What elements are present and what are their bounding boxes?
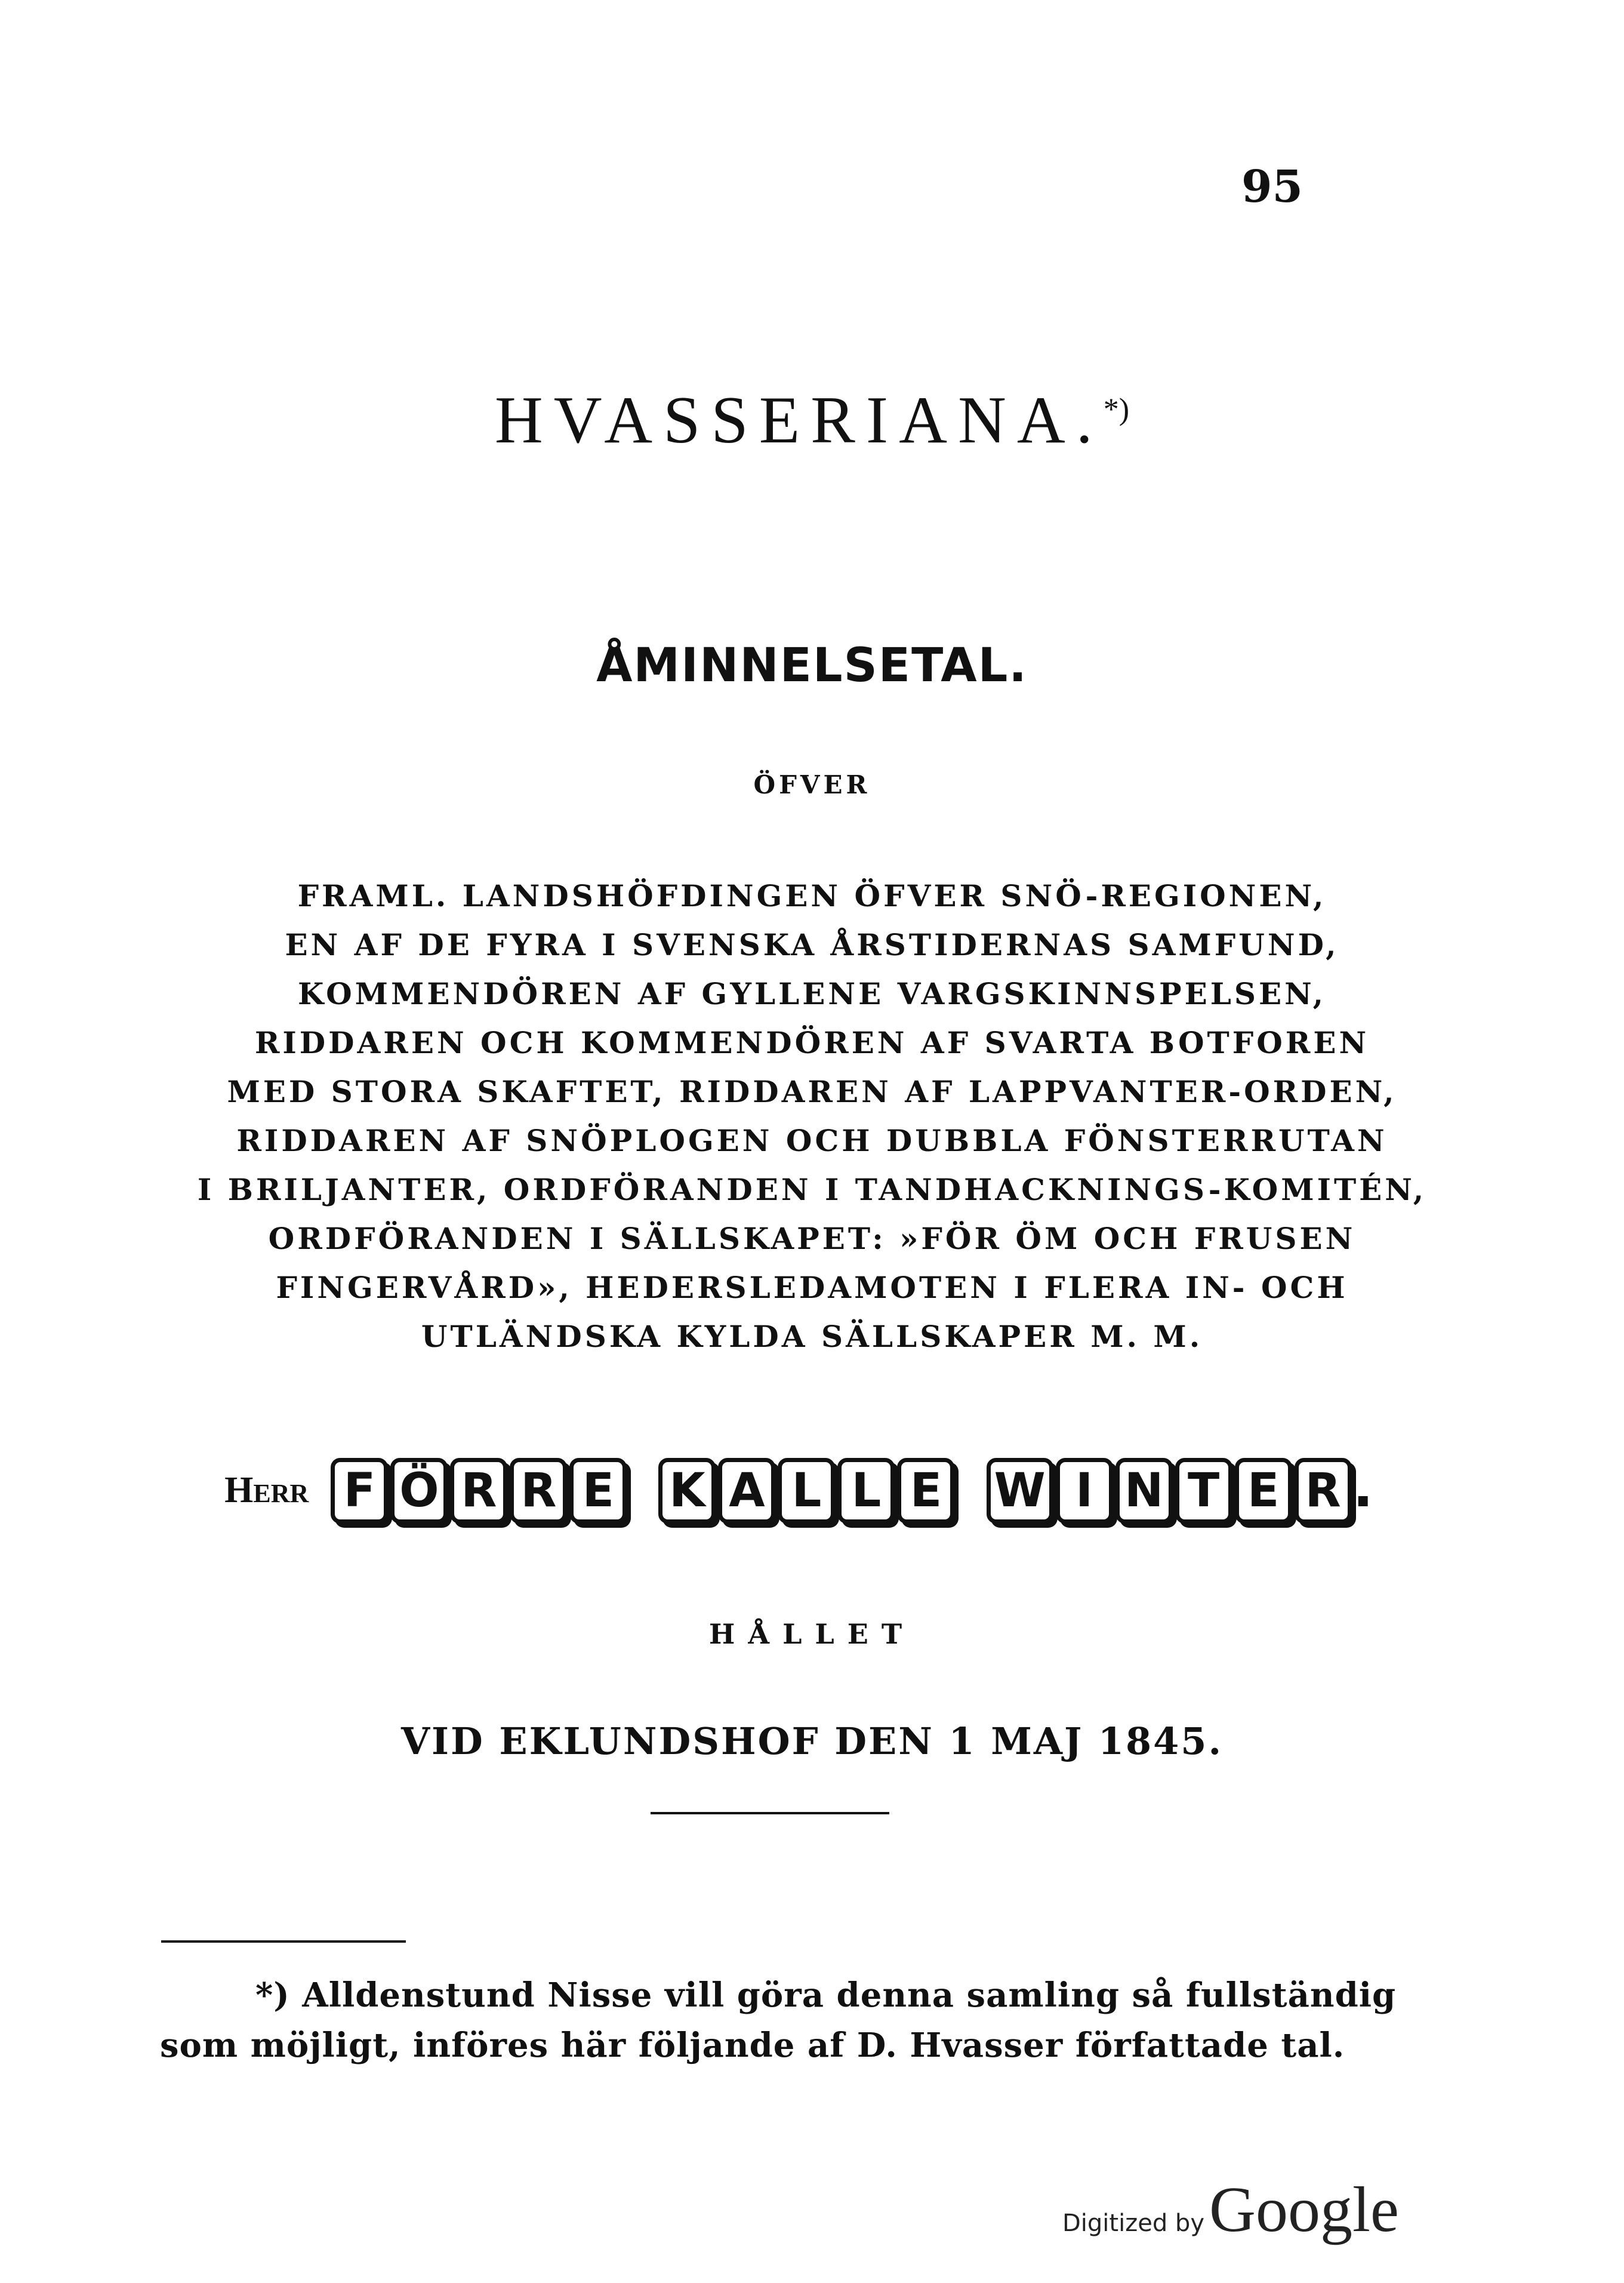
- name-letter: E: [569, 1458, 627, 1524]
- footnote-line: som möjligt, införes här följande af D. Hvasser författade tal.: [160, 2026, 1345, 2065]
- over-label: ÖFVER: [753, 770, 871, 799]
- titles-line: RIDDAREN OCH KOMMENDÖREN AF SVARTA BOTFOREN: [254, 1025, 1370, 1060]
- honorific-rest: ERR: [253, 1478, 309, 1508]
- titles-line: I BRILJANTER, ORDFÖRANDEN I TANDHACKNINGS-KOMITÉN,: [197, 1172, 1427, 1207]
- titles-line: FRAML. LANDSHÖFDINGEN ÖFVER SNÖ-REGIONEN,: [297, 878, 1327, 913]
- footnote-line: *) Alldenstund Nisse vill göra denna samling så fullständig: [255, 1976, 1397, 2015]
- google-logo: Google: [1209, 2174, 1399, 2245]
- subtitle: ÅMINNELSETAL.: [596, 639, 1028, 693]
- titles-line: RIDDAREN AF SNÖPLOGEN OCH DUBBLA FÖNSTERRUTAN: [236, 1123, 1388, 1158]
- honoree-line: [0, 1457, 1624, 1524]
- titles-line: UTLÄNDSKA KYLDA SÄLLSKAPER M. M.: [421, 1319, 1203, 1354]
- title-footnote-mark: *): [1103, 392, 1130, 427]
- name-letter: E: [897, 1458, 954, 1524]
- honoree-name: [329, 1457, 1399, 1524]
- name-letter: L: [837, 1458, 895, 1524]
- name-letter: K: [658, 1458, 716, 1524]
- footnote: [160, 1970, 1397, 2070]
- name-word-winter: [985, 1457, 1373, 1524]
- titles-line: ORDFÖRANDEN I SÄLLSKAPET: »FÖR ÖM OCH FRUSEN: [268, 1221, 1356, 1256]
- name-letter: T: [1175, 1458, 1232, 1524]
- name-letter: Ö: [390, 1458, 448, 1524]
- name-letter: R: [510, 1458, 567, 1524]
- name-letter: R: [450, 1458, 507, 1524]
- titles-line: EN AF DE FYRA I SVENSKA ÅRSTIDERNAS SAMFUND,: [285, 927, 1339, 962]
- name-letter: E: [1235, 1458, 1292, 1524]
- center-divider: [651, 1812, 889, 1814]
- page-title: [0, 382, 1624, 459]
- name-word-kalle: [657, 1458, 956, 1524]
- digitized-by-watermark: [1062, 2173, 1399, 2247]
- page-number: 95: [1241, 161, 1303, 213]
- footnote-divider: [161, 1940, 406, 1943]
- honorific-initial: H: [224, 1469, 254, 1510]
- name-period: .: [1352, 1457, 1373, 1519]
- name-letter: A: [718, 1458, 775, 1524]
- titles-line: FINGERVÅRD», HEDERSLEDAMOTEN I FLERA IN- OCH: [276, 1270, 1348, 1305]
- name-letter: I: [1056, 1458, 1113, 1524]
- digitized-prefix: Digitized by: [1062, 2210, 1204, 2237]
- honorific-herr: [224, 1470, 309, 1510]
- hallet-label: HÅLLET: [708, 1618, 916, 1650]
- titles-line: KOMMENDÖREN AF GYLLENE VARGSKINNSPELSEN,: [297, 976, 1327, 1011]
- venue-date: VID EKLUNDSHOF DEN 1 MAJ 1845.: [400, 1719, 1224, 1763]
- name-word-forre: [329, 1458, 628, 1524]
- titles-line: MED STORA SKAFTET, RIDDAREN AF LAPPVANTER-ORDEN,: [227, 1074, 1397, 1109]
- name-letter: F: [331, 1458, 388, 1524]
- title-text: HVASSERIANA.: [494, 383, 1104, 457]
- name-letter: N: [1115, 1458, 1173, 1524]
- name-letter: R: [1295, 1458, 1352, 1524]
- name-letter: W: [987, 1458, 1053, 1524]
- name-letter: L: [778, 1458, 835, 1524]
- honorific-titles-block: [0, 872, 1624, 1361]
